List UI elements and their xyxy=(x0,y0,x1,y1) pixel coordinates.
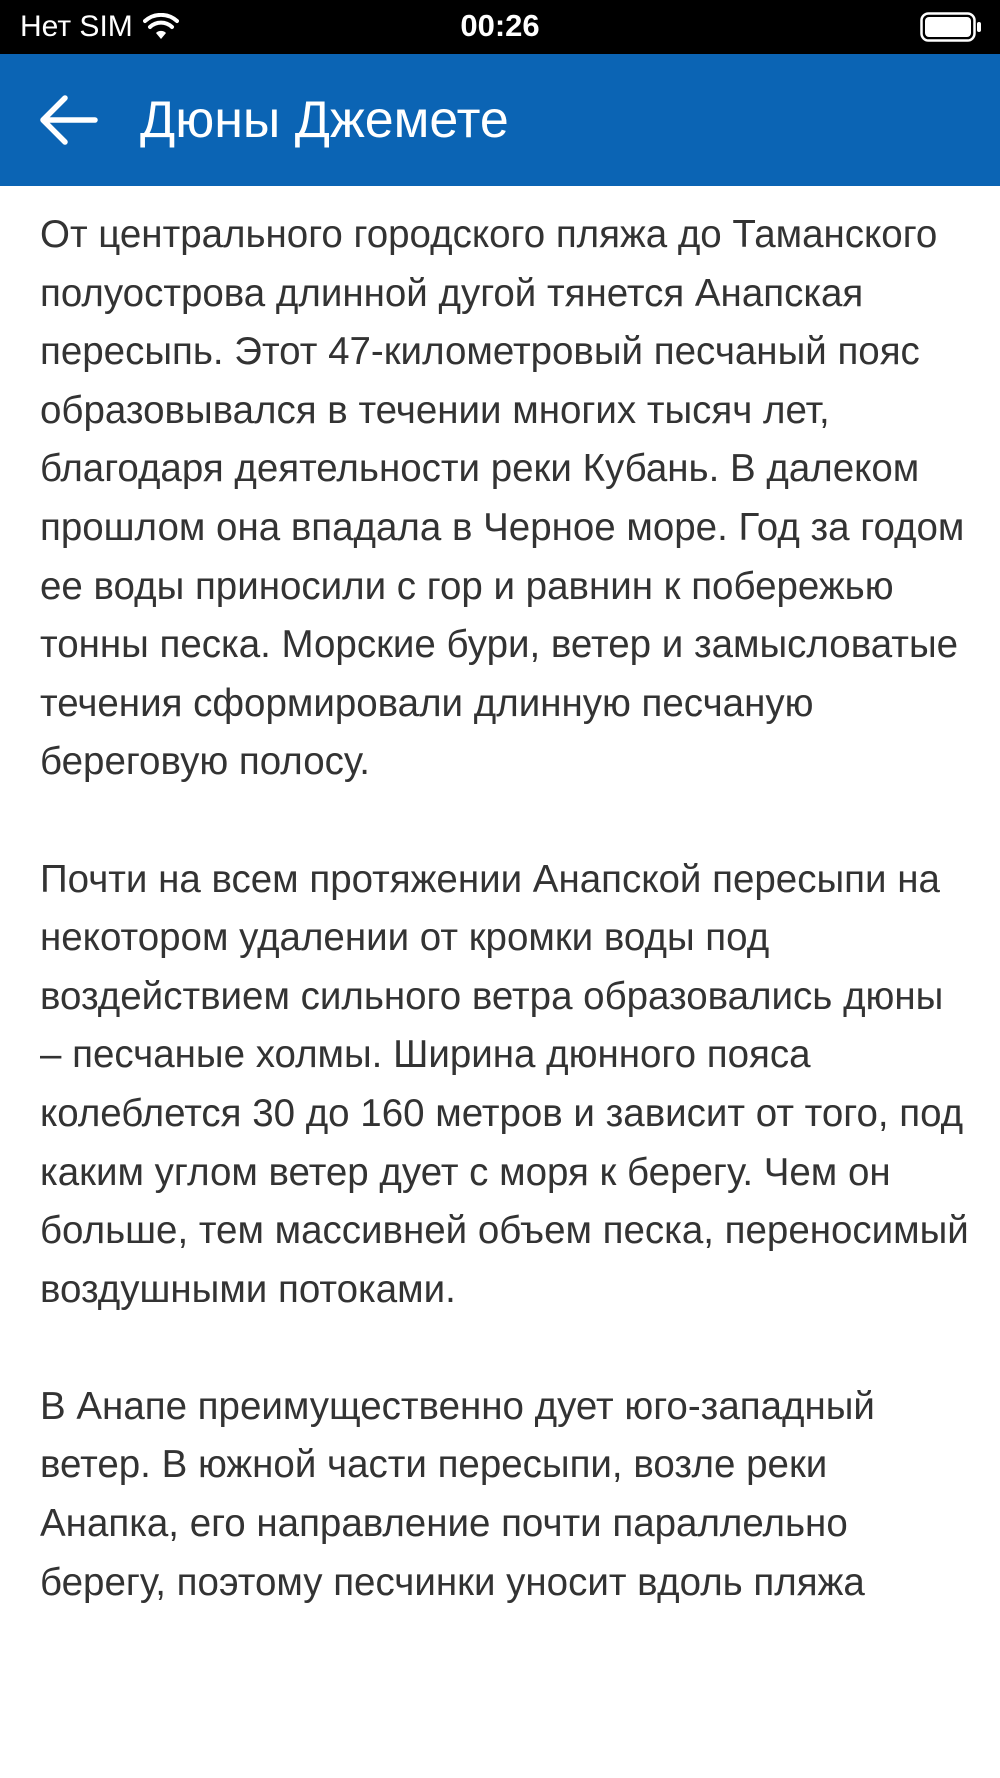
article-paragraph: От центрального городского пляжа до Таманского полуострова длинной дугой тянется Анапская пересыпь. Этот 47-километровый песчаный пояс образовывался в течении многих тысяч лет, благодаря деятельности реки Кубань. В далеком прошлом она впадала в Черное море. Год за годом ее воды приносили с гор и равнин к побережью тонны песка. Морские бури, ветер и замысловатые течения сформировали длинную песчаную береговую полосу. xyxy=(40,213,965,784)
article-paragraph: Почти на всем протяжении Анапской пересыпи на некотором удалении от кромки воды под воздействием сильного ветра образовались дюны – песчаные холмы. Ширина дюнного пояса колеблется 30 до 160 метров и зависит от того, под каким углом ветер дует с моря к берегу. Чем он больше, тем массивней объем песка, переносимый воздушными потоками. xyxy=(40,857,969,1311)
back-button[interactable] xyxy=(32,84,104,156)
carrier-label: Нет SIM xyxy=(20,10,133,43)
status-bar xyxy=(0,0,1000,54)
status-time: 00:26 xyxy=(460,8,540,43)
page-title: Дюны Джемете xyxy=(140,91,509,149)
article-paragraph: В Анапе преимущественно дует юго-западный ветер. В южной части пересыпи, возле реки Анапка, его направление почти параллельно берегу, поэтому песчинки уносит вдоль пляжа xyxy=(40,1384,875,1604)
arrow-left-icon xyxy=(37,94,99,146)
article-content xyxy=(40,206,975,1671)
battery-icon xyxy=(920,12,982,42)
app-bar xyxy=(0,54,1000,186)
